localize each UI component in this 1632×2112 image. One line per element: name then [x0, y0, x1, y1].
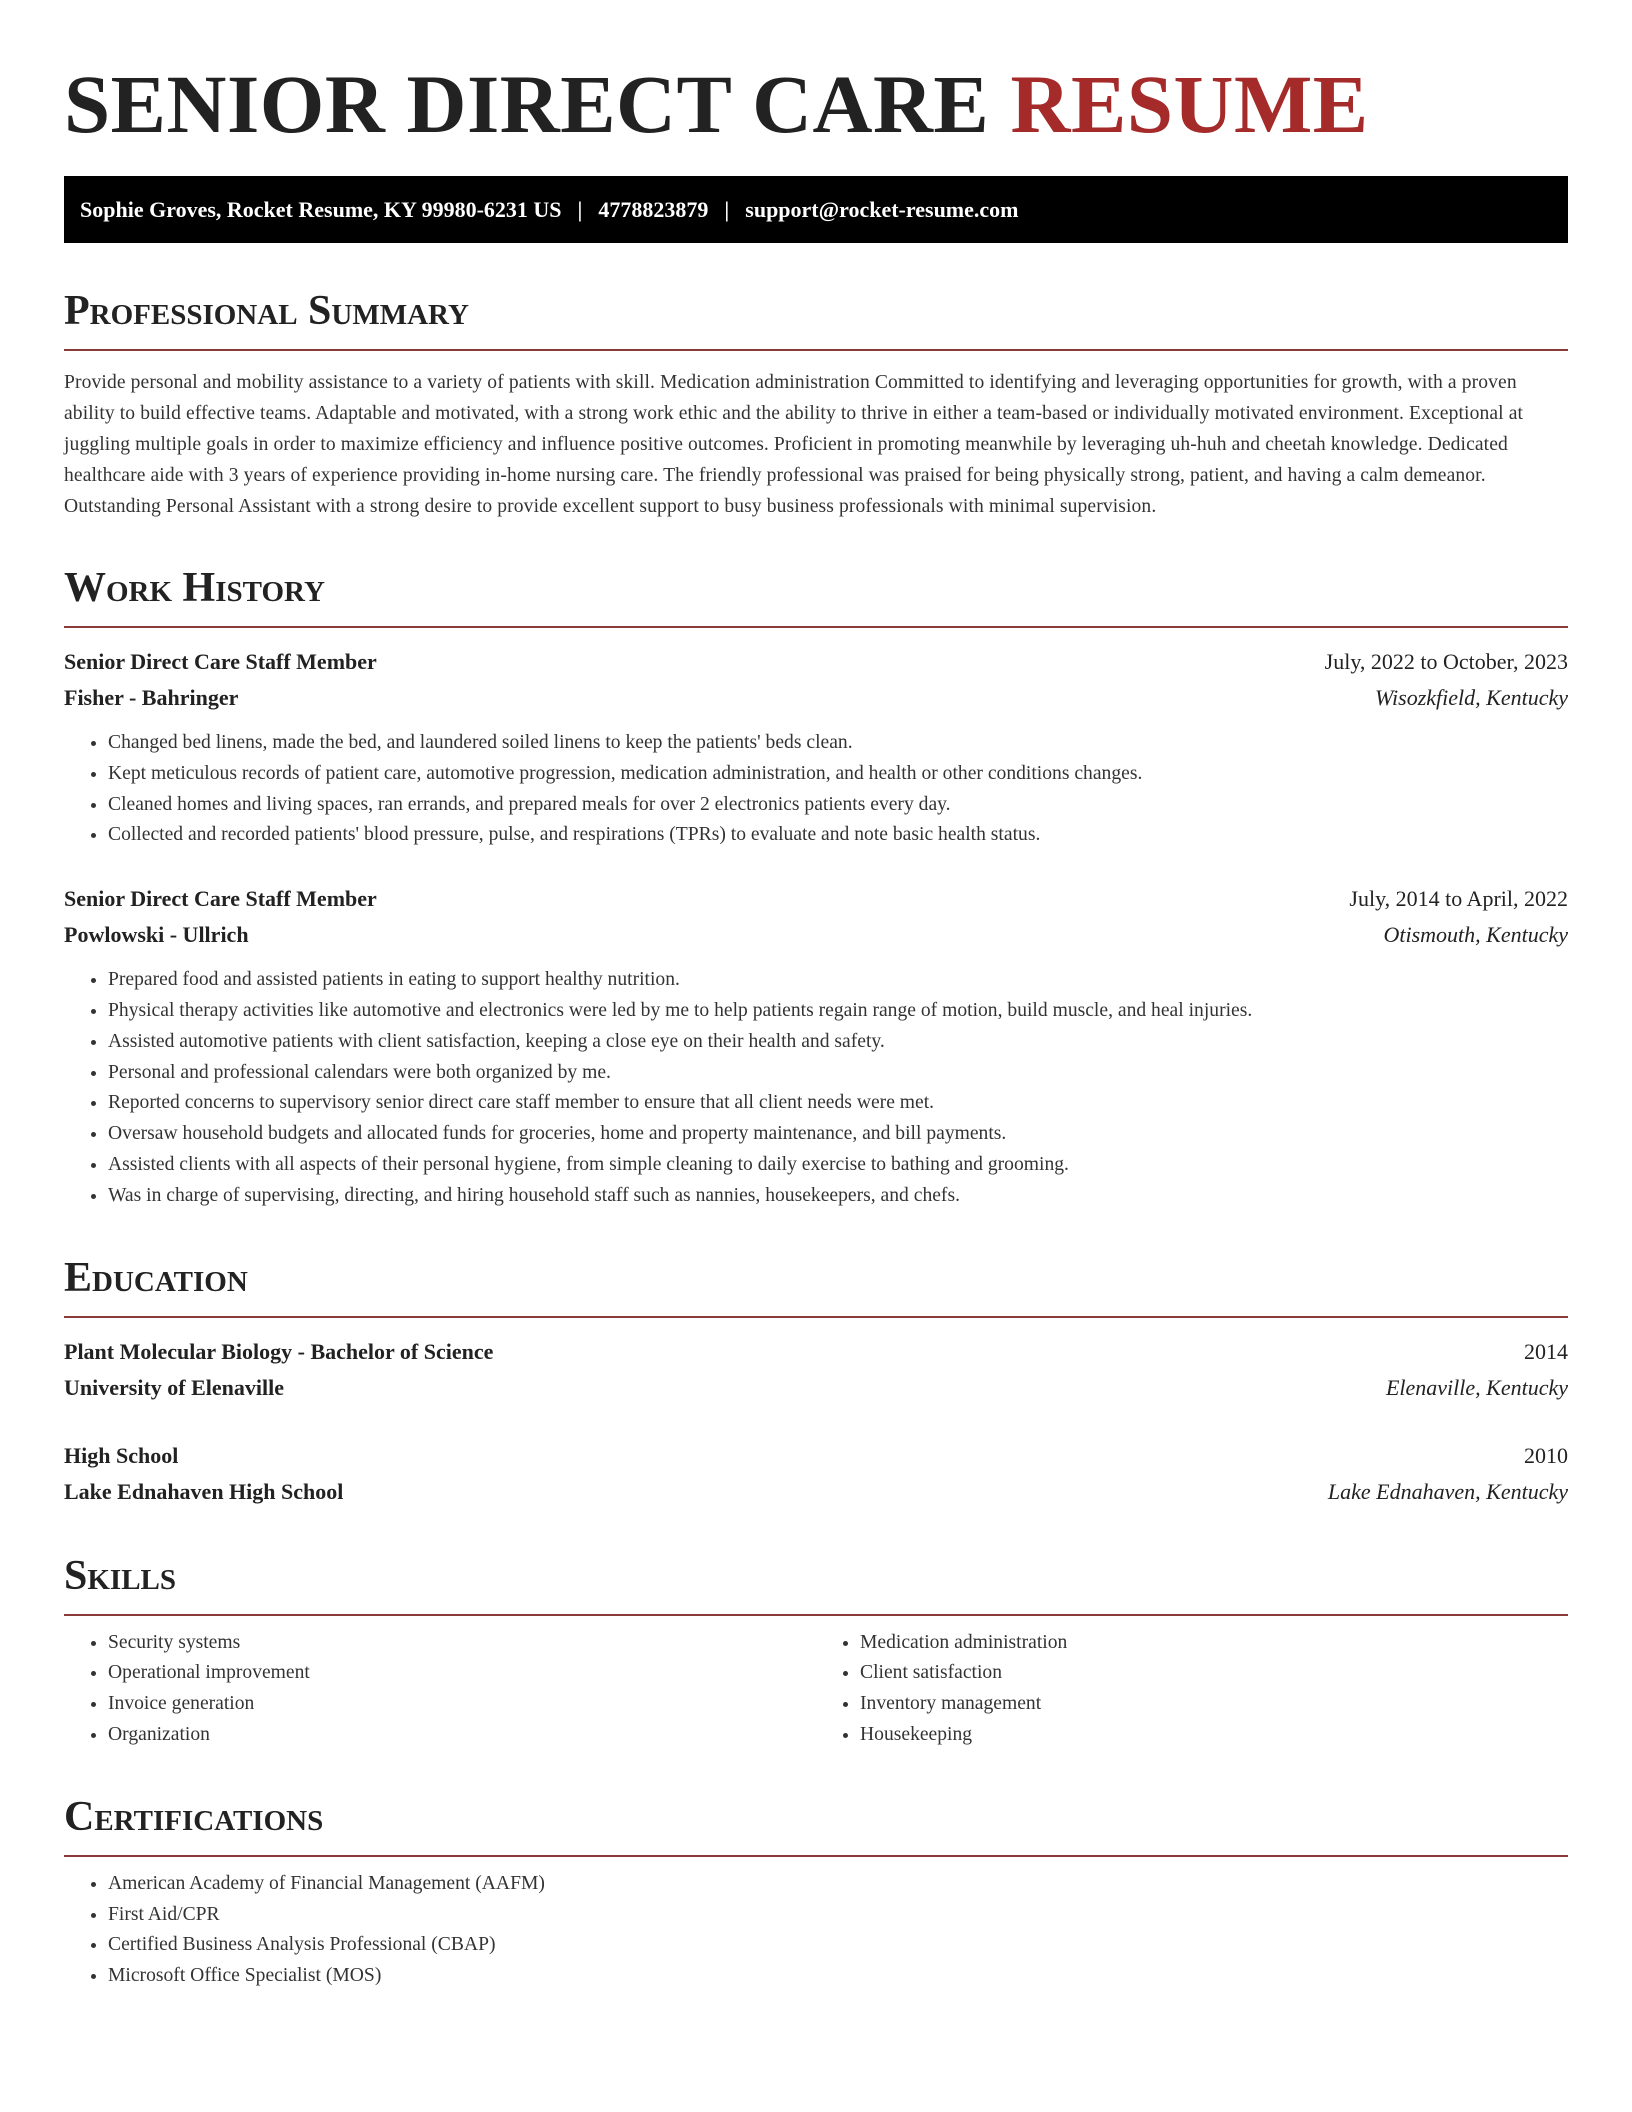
list-item: • Reported concerns to supervisory senior direct care staff member to ensure that all client needs were met.: [108, 1088, 1568, 1119]
school-name: Lake Ednahaven High School: [64, 1478, 344, 1504]
education-entry: [64, 1438, 1568, 1510]
school-row: [64, 1370, 1568, 1406]
contact-separator: |: [724, 196, 730, 222]
list-item: • Prepared food and assisted patients in eating to support healthy nutrition.: [108, 965, 1568, 996]
list-item: • Cleaned homes and living spaces, ran errands, and prepared meals for over 2 electronics patients every day.: [108, 790, 1568, 821]
school-row: [64, 1474, 1568, 1510]
job-company-row: [64, 917, 1568, 953]
job-location: Otismouth, Kentucky: [1383, 922, 1568, 948]
list-item: • Inventory management: [860, 1689, 1568, 1720]
job-company: Fisher - Bahringer: [64, 685, 239, 710]
list-item: • Changed bed linens, made the bed, and laundered soiled linens to keep the patients' beds clean.: [108, 728, 1568, 759]
list-item: • Personal and professional calendars were both organized by me.: [108, 1058, 1568, 1089]
list-item: • Kept meticulous records of patient care, automotive progression, medication administration, and health or other conditions changes.: [108, 759, 1568, 790]
list-item: • Collected and recorded patients' blood pressure, pulse, and respirations (TPRs) to evaluate and note basic health status.: [108, 820, 1568, 851]
job-dates: July, 2022 to October, 2023: [1324, 649, 1568, 674]
list-item: • Housekeeping: [860, 1720, 1568, 1751]
degree: Plant Molecular Biology - Bachelor of Science: [64, 1338, 494, 1364]
list-item: • Microsoft Office Specialist (MOS): [108, 1961, 1568, 1992]
skills-column-right: [816, 1628, 1568, 1751]
list-item: • Client satisfaction: [860, 1658, 1568, 1689]
contact-email: support@rocket-resume.com: [745, 196, 1019, 222]
education-entry: [64, 1334, 1568, 1406]
job-location: Wisozkfield, Kentucky: [1374, 685, 1568, 710]
list-item: • Certified Business Analysis Professional (CBAP): [108, 1930, 1568, 1961]
title-main: SENIOR DIRECT CARE: [64, 58, 990, 150]
contact-phone: 4778823879: [598, 196, 709, 222]
skills-column-left: [64, 1628, 816, 1751]
list-item: • Operational improvement: [108, 1658, 816, 1689]
list-item: • American Academy of Financial Management (AAFM): [108, 1869, 1568, 1900]
resume-title: [64, 56, 1568, 152]
list-item: • Organization: [108, 1720, 816, 1751]
section-heading: Work History: [64, 564, 1568, 628]
list-item: • Medication administration: [860, 1628, 1568, 1659]
section-heading: Professional Summary: [64, 287, 1568, 351]
list-item: • Assisted clients with all aspects of their personal hygiene, from simple cleaning to daily exercise to bathing and grooming.: [108, 1150, 1568, 1181]
work-history-section: [64, 564, 1568, 1212]
section-heading: Skills: [64, 1552, 1568, 1616]
degree: High School: [64, 1442, 179, 1468]
list-item: • Assisted automotive patients with client satisfaction, keeping a close eye on their health and safety.: [108, 1027, 1568, 1058]
school-location: Elenaville, Kentucky: [1385, 1374, 1568, 1400]
degree-row: [64, 1438, 1568, 1474]
list-item: • Physical therapy activities like automotive and electronics were led by me to help patients regain range of motion, build muscle, and heal injuries.: [108, 996, 1568, 1027]
degree-row: [64, 1334, 1568, 1370]
section-heading: Education: [64, 1254, 1568, 1318]
title-accent: RESUME: [1010, 58, 1369, 150]
list-item: • Was in charge of supervising, directing, and hiring household staff such as nannies, housekeepers, and chefs.: [108, 1181, 1568, 1212]
job-entry: [64, 644, 1568, 851]
job-title: Senior Direct Care Staff Member: [64, 886, 377, 912]
contact-address: Sophie Groves, Rocket Resume, KY 99980-6231 US: [80, 196, 562, 222]
summary-text: Provide personal and mobility assistance to a variety of patients with skill. Medication administration Committed to identifying and leveraging opportunities for growth, with a proven ability to build effective teams. Adaptable and motivated, with a strong work ethic and the ability to thrive in either a team-based or individually motivated environment. Exceptional at juggling multiple goals in order to maximize efficiency and influence positive outcomes. Proficient in promoting meanwhile by leveraging uh-huh and cheetah knowledge. Dedicated healthcare aide with 3 years of experience providing in-home nursing care. The friendly professional was praised for being physically strong, patient, and having a calm demeanor. Outstanding Personal Assistant with a strong desire to provide excellent support to busy business professionals with minimal supervision.: [64, 372, 1524, 517]
job-title-row: [64, 644, 1568, 680]
list-item: • Oversaw household budgets and allocated funds for groceries, home and property maintenance, and bill payments.: [108, 1119, 1568, 1150]
graduation-year: 2014: [1524, 1338, 1568, 1364]
certifications-section: [64, 1793, 1568, 1992]
skills-section: [64, 1552, 1568, 1751]
school-name: University of Elenaville: [64, 1374, 284, 1400]
list-item: • Security systems: [108, 1628, 816, 1659]
job-company: Powlowski - Ullrich: [64, 922, 249, 948]
job-duties: [64, 728, 1568, 851]
contact-separator: |: [577, 196, 583, 222]
list-item: • First Aid/CPR: [108, 1900, 1568, 1931]
job-dates: July, 2014 to April, 2022: [1349, 886, 1568, 912]
job-title: Senior Direct Care Staff Member: [64, 649, 377, 674]
list-item: • Invoice generation: [108, 1689, 816, 1720]
job-company-row: [64, 680, 1568, 716]
job-title-row: [64, 881, 1568, 917]
school-location: Lake Ednahaven, Kentucky: [1327, 1478, 1568, 1504]
contact-bar: [64, 176, 1568, 243]
professional-summary-section: [64, 287, 1568, 522]
section-heading: Certifications: [64, 1793, 1568, 1857]
skills-list: [64, 1628, 1568, 1751]
certifications-list: [64, 1869, 1568, 1992]
job-entry: [64, 881, 1568, 1211]
education-section: [64, 1254, 1568, 1510]
graduation-year: 2010: [1524, 1442, 1568, 1468]
job-duties: [64, 965, 1568, 1211]
